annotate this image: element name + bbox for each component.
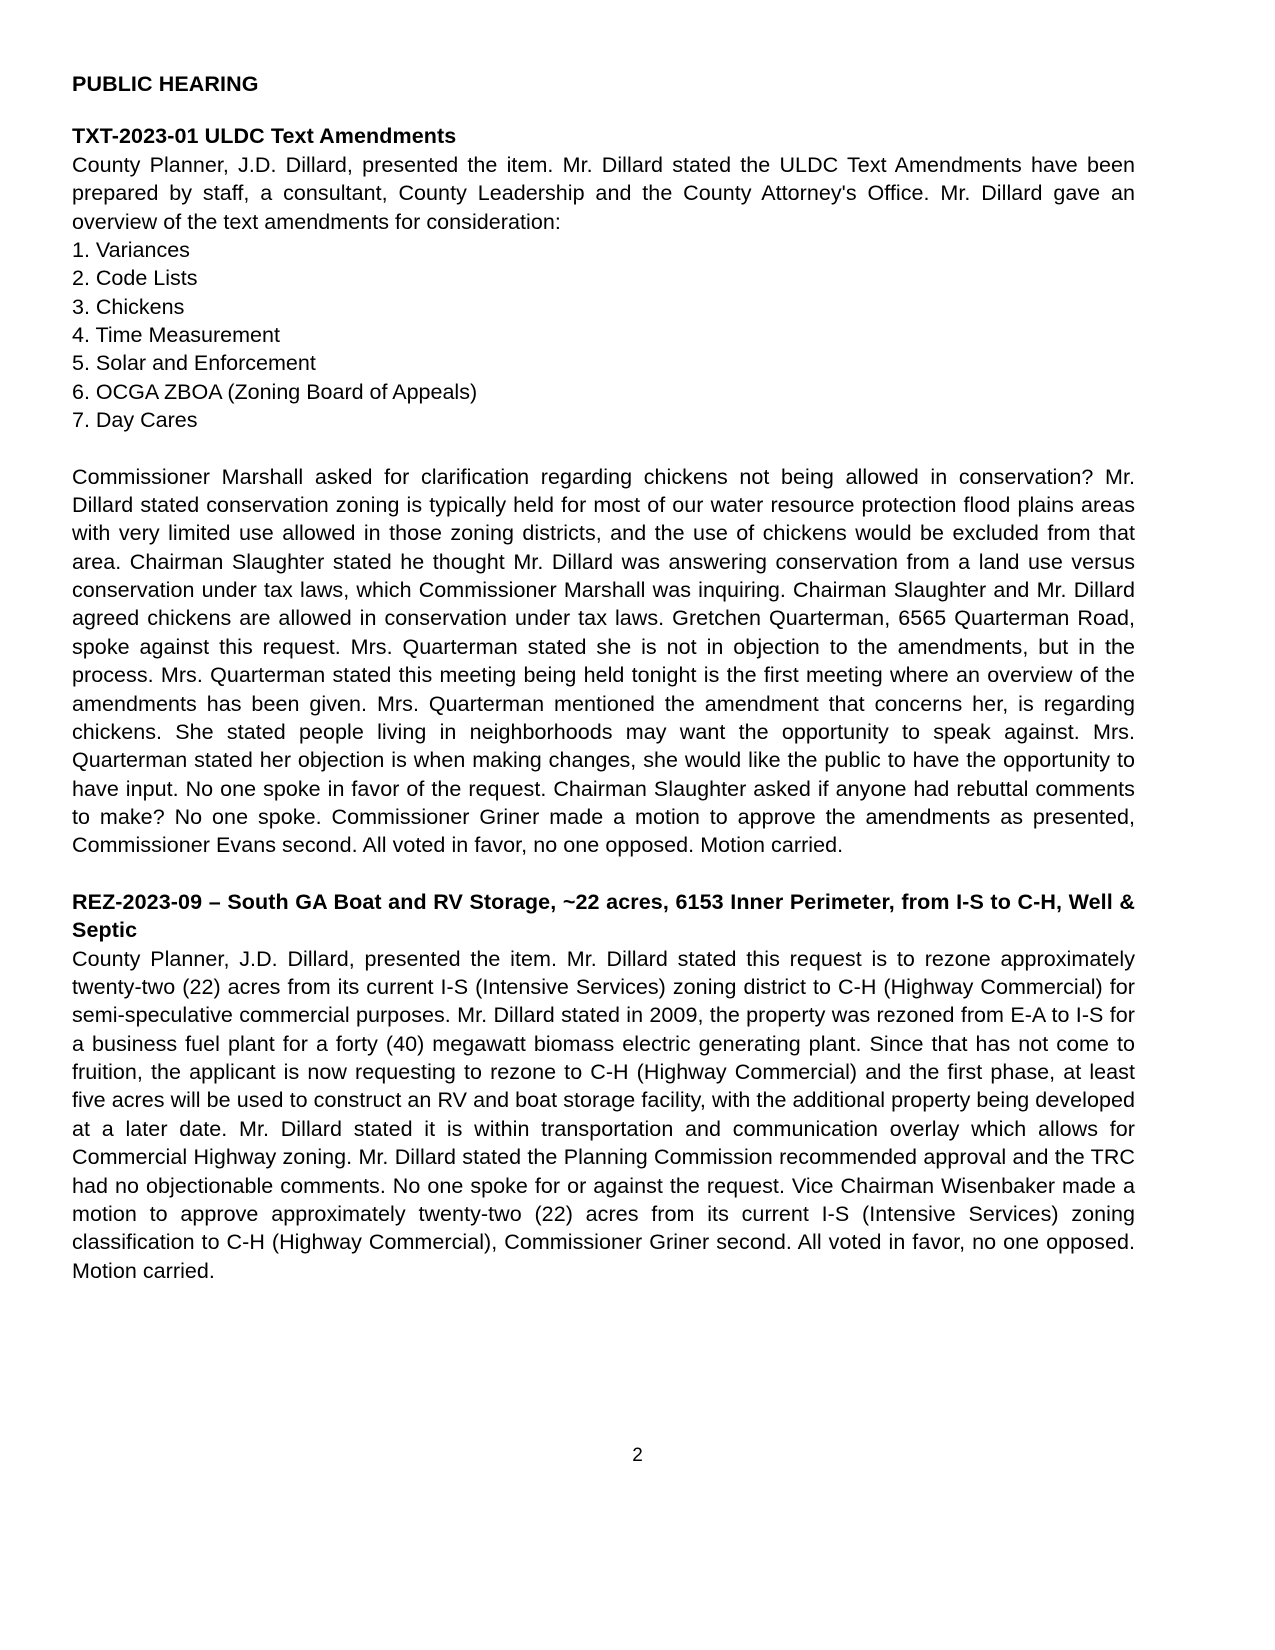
page-number: 2 xyxy=(632,1445,643,1466)
list-item: 2. Code Lists xyxy=(72,266,198,291)
paragraph-spacer xyxy=(72,435,1135,463)
agenda-item-heading-txt-2023-01: TXT-2023-01 ULDC Text Amendments xyxy=(72,124,457,149)
agenda-item-heading-rez-2023-09: REZ-2023-09 – South GA Boat and RV Storage, ~22 acres, 6153 Inner Perimeter, from I-S to C-H, Well & Septic xyxy=(72,889,1135,943)
page-title: PUBLIC HEARING xyxy=(72,72,259,96)
document-body xyxy=(72,70,1135,1285)
list-item: 6. OCGA ZBOA (Zoning Board of Appeals) xyxy=(72,379,478,404)
agenda-item-body-rez-2023-09: County Planner, J.D. Dillard, presented the item. Mr. Dillard stated this request is to rezone approximately twenty-two (22) acres from its current I-S (Intensive Services) zoning district to C-H (Highway Commercial) for semi-speculative commercial purposes. Mr. Dillard stated in 2009, the property was rezoned from E-A to I-S for a business fuel plant for a forty (40) megawatt biomass electric generating plant. Since that has not come to fruition, the applicant is now requesting to rezone to C-H (Highway Commercial) and the first phase, at least five acres will be used to construct an RV and boat storage facility, with the additional property being developed at a later date. Mr. Dillard stated it is within transportation and communication overlay which allows for Commercial Highway zoning. Mr. Dillard stated the Planning Commission recommended approval and the TRC had no objectionable comments. No one spoke for or against the request. Vice Chairman Wisenbaker made a motion to approve approximately twenty-two (22) acres from its current I-S (Intensive Services) zoning classification to C-H (Highway Commercial), Commissioner Griner second. All voted in favor, no one opposed. Motion carried. xyxy=(72,946,1135,1283)
agenda-item-intro-txt-2023-01: County Planner, J.D. Dillard, presented the item. Mr. Dillard stated the ULDC Text Amendments have been prepared by staff, a consultant, County Leadership and the County Attorney's Office. Mr. Dillard gave an overview of the text amendments for consideration: xyxy=(72,152,1135,234)
agenda-item-discussion-txt-2023-01: Commissioner Marshall asked for clarification regarding chickens not being allowed in conservation? Mr. Dillard stated conservation zoning is typically held for most of our water resource protection flood plains areas with very limited use allowed in those zoning districts, and the use of chickens would be excluded from that area. Chairman Slaughter stated he thought Mr. Dillard was answering conservation from a land use versus conservation under tax laws, which Commissioner Marshall was inquiring. Chairman Slaughter and Mr. Dillard agreed chickens are allowed in conservation under tax laws. Gretchen Quarterman, 6565 Quarterman Road, spoke against this request. Mrs. Quarterman stated she is not in objection to the amendments, but in the process. Mrs. Quarterman stated this meeting being held tonight is the first meeting where an overview of the amendments has been given. Mrs. Quarterman mentioned the amendment that concerns her, is regarding chickens. She stated people living in neighborhoods may want the opportunity to speak against. Mrs. Quarterman stated her objection is when making changes, she would like the public to have the opportunity to have input. No one spoke in favor of the request. Chairman Slaughter asked if anyone had rebuttal comments to make? No one spoke. Commissioner Griner made a motion to approve the amendments as presented, Commissioner Evans second. All voted in favor, no one opposed. Motion carried. xyxy=(72,464,1135,858)
list-item: 4. Time Measurement xyxy=(72,323,280,347)
list-item: 7. Day Cares xyxy=(72,408,198,433)
list-item: 3. Chickens xyxy=(72,294,185,319)
list-item: 1. Variances xyxy=(72,237,190,262)
text-amendments-list xyxy=(72,236,1135,435)
section-spacer xyxy=(72,860,1135,888)
list-item: 5. Solar and Enforcement xyxy=(72,351,316,376)
